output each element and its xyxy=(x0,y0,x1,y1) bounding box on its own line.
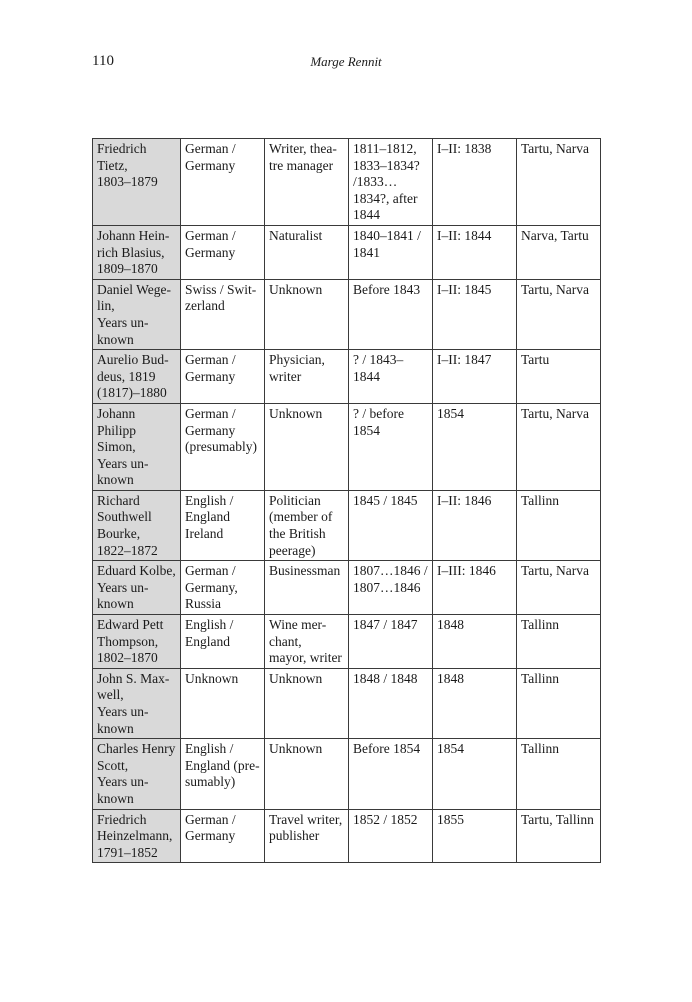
cell-occupation xyxy=(265,139,349,226)
cell-name xyxy=(93,139,181,226)
cell-text: Tartu, Narva xyxy=(521,405,590,421)
cell-text: 1807…1846 / 1807…1846 xyxy=(353,563,428,595)
cell-text: German / Germany xyxy=(185,352,236,384)
cell-places xyxy=(517,668,601,738)
cell-text: I–II: 1838 xyxy=(437,141,492,156)
cell-text: I–II: 1845 xyxy=(437,281,492,297)
cell-name xyxy=(93,668,181,738)
cell-text: John S. Max- well, Years un- known xyxy=(97,670,170,736)
cell-text: German / Germany xyxy=(185,141,236,173)
cell-text: Charles Henry Scott, Years un- known xyxy=(97,741,176,806)
cell-stay xyxy=(349,739,433,809)
cell-text: English / England xyxy=(185,617,234,649)
cell-text: Politician (member of the British peerage) xyxy=(269,492,333,558)
cell-text: 1811–1812, 1833–1834? /1833… 1834?, after 1844 xyxy=(353,141,420,223)
cell-text: Tallinn xyxy=(521,617,560,633)
cell-occupation xyxy=(265,615,349,669)
cell-text: German / Germany xyxy=(185,811,236,844)
cell-occupation xyxy=(265,739,349,809)
cell-stay xyxy=(349,403,433,490)
cell-text: Unknown xyxy=(185,670,239,686)
cell-name xyxy=(93,739,181,809)
cell-text: ? / 1843– 1844 xyxy=(353,352,404,384)
cell-volume xyxy=(433,739,517,809)
cell-places xyxy=(517,561,601,615)
cell-text: Richard Southwell Bourke, 1822–1872 xyxy=(97,492,158,558)
cell-places xyxy=(517,490,601,560)
cell-occupation xyxy=(265,809,349,863)
cell-stay xyxy=(349,615,433,669)
cell-volume xyxy=(433,279,517,349)
cell-text: Friedrich Heinzelmann, 1791–1852 xyxy=(97,811,173,860)
cell-stay xyxy=(349,490,433,560)
cell-nationality xyxy=(181,668,265,738)
cell-text: Physician, writer xyxy=(269,352,325,384)
cell-volume xyxy=(433,350,517,404)
page-number: 110 xyxy=(92,53,114,69)
cell-text: German / Germany, Russia xyxy=(185,563,238,612)
cell-occupation xyxy=(265,225,349,279)
cell-text: 1847 / 1847 xyxy=(353,617,418,633)
cell-text: I–III: 1846 xyxy=(437,563,496,579)
cell-volume xyxy=(433,225,517,279)
cell-nationality xyxy=(181,490,265,560)
cell-volume xyxy=(433,809,517,863)
cell-stay xyxy=(349,225,433,279)
cell-occupation xyxy=(265,561,349,615)
table-row xyxy=(93,561,601,615)
cell-occupation xyxy=(265,490,349,560)
cell-text: Johann Philipp Simon, Years un- known xyxy=(97,405,149,488)
table-row xyxy=(93,615,601,669)
cell-nationality xyxy=(181,225,265,279)
cell-stay xyxy=(349,279,433,349)
cell-text: Tallinn xyxy=(521,492,560,508)
cell-text: Before 1843 xyxy=(353,281,421,297)
cell-text: Tartu, Narva xyxy=(521,563,590,579)
cell-name xyxy=(93,561,181,615)
cell-name xyxy=(93,615,181,669)
cell-nationality xyxy=(181,561,265,615)
table-row xyxy=(93,350,601,404)
cell-text: Businessman xyxy=(269,563,341,579)
cell-name xyxy=(93,225,181,279)
cell-text: Unknown xyxy=(269,741,323,757)
cell-name xyxy=(93,403,181,490)
cell-stay xyxy=(349,809,433,863)
cell-text: ? / before 1854 xyxy=(353,405,404,438)
cell-text: 1852 / 1852 xyxy=(353,811,418,827)
cell-text: 1855 xyxy=(437,811,464,827)
cell-text: Naturalist xyxy=(269,227,323,243)
table-row xyxy=(93,490,601,560)
cell-stay xyxy=(349,561,433,615)
table-row xyxy=(93,279,601,349)
cell-nationality xyxy=(181,403,265,490)
cell-places xyxy=(517,139,601,226)
cell-text: 1854 xyxy=(437,405,464,421)
running-head-author: Marge Rennit xyxy=(310,54,382,69)
cell-text: 1848 xyxy=(437,617,464,633)
cell-text: Narva, Tartu xyxy=(521,227,589,243)
cell-places xyxy=(517,403,601,490)
cell-text: Edward Pett Thompson, 1802–1870 xyxy=(97,617,164,666)
cell-text: Tallinn xyxy=(521,741,560,757)
cell-volume xyxy=(433,668,517,738)
cell-text: Unknown xyxy=(269,281,323,297)
cell-nationality xyxy=(181,739,265,809)
cell-text: I–II: 1844 xyxy=(437,227,492,243)
cell-places xyxy=(517,279,601,349)
cell-text: Tartu, Narva xyxy=(521,141,590,156)
table-row xyxy=(93,668,601,738)
cell-text: Friedrich Tietz, 1803–1879 xyxy=(97,141,158,190)
cell-text: German / Germany (presumably) xyxy=(185,405,257,455)
cell-text: Swiss / Swit- zerland xyxy=(185,281,257,314)
cell-text: 1840–1841 / 1841 xyxy=(353,227,421,260)
cell-name xyxy=(93,490,181,560)
cell-name xyxy=(93,279,181,349)
cell-places xyxy=(517,809,601,863)
cell-text: German / Germany xyxy=(185,227,236,260)
cell-text: Johann Hein- rich Blasius, 1809–1870 xyxy=(97,227,170,277)
cell-text: Wine mer- chant, mayor, writer xyxy=(269,617,342,666)
cell-text: I–II: 1847 xyxy=(437,352,492,368)
table-row xyxy=(93,139,601,226)
cell-name xyxy=(93,809,181,863)
cell-occupation xyxy=(265,403,349,490)
cell-volume xyxy=(433,490,517,560)
cell-text: 1848 xyxy=(437,670,464,686)
cell-volume xyxy=(433,403,517,490)
cell-places xyxy=(517,739,601,809)
table-row xyxy=(93,739,601,809)
cell-text: 1854 xyxy=(437,741,464,757)
table-row xyxy=(93,403,601,490)
table-row xyxy=(93,225,601,279)
cell-text: I–II: 1846 xyxy=(437,492,492,508)
cell-nationality xyxy=(181,350,265,404)
cell-text: Eduard Kolbe, Years un- known xyxy=(97,563,176,612)
cell-text: Daniel Wege- lin, Years un- known xyxy=(97,281,172,347)
cell-nationality xyxy=(181,809,265,863)
cell-nationality xyxy=(181,615,265,669)
cell-occupation xyxy=(265,279,349,349)
table-body xyxy=(93,139,601,863)
cell-places xyxy=(517,350,601,404)
cell-volume xyxy=(433,615,517,669)
cell-stay xyxy=(349,668,433,738)
cell-text: 1845 / 1845 xyxy=(353,492,418,508)
cell-text: Tallinn xyxy=(521,670,560,686)
cell-places xyxy=(517,615,601,669)
cell-text: Writer, thea- tre manager xyxy=(269,141,337,173)
cell-occupation xyxy=(265,350,349,404)
cell-text: Travel writer, publisher xyxy=(269,811,343,844)
cell-text: Tartu, Narva xyxy=(521,281,590,297)
cell-volume xyxy=(433,139,517,226)
cell-text: Unknown xyxy=(269,670,323,686)
cell-text: 1848 / 1848 xyxy=(353,670,418,686)
cell-text: Before 1854 xyxy=(353,741,421,757)
cell-text: Tartu, Tallinn xyxy=(521,811,594,827)
cell-text: English / England (pre- sumably) xyxy=(185,741,260,790)
cell-text: Unknown xyxy=(269,405,323,421)
cell-occupation xyxy=(265,668,349,738)
cell-name xyxy=(93,350,181,404)
cell-text: English / England Ireland xyxy=(185,492,234,542)
cell-nationality xyxy=(181,139,265,226)
cell-volume xyxy=(433,561,517,615)
table-row xyxy=(93,809,601,863)
cell-stay xyxy=(349,139,433,226)
cell-text: Tartu xyxy=(521,352,550,368)
cell-nationality xyxy=(181,279,265,349)
cell-stay xyxy=(349,350,433,404)
cell-text: Aurelio Bud- deus, 1819 (1817)–1880 xyxy=(97,352,169,401)
travellers-table xyxy=(92,138,601,863)
cell-places xyxy=(517,225,601,279)
